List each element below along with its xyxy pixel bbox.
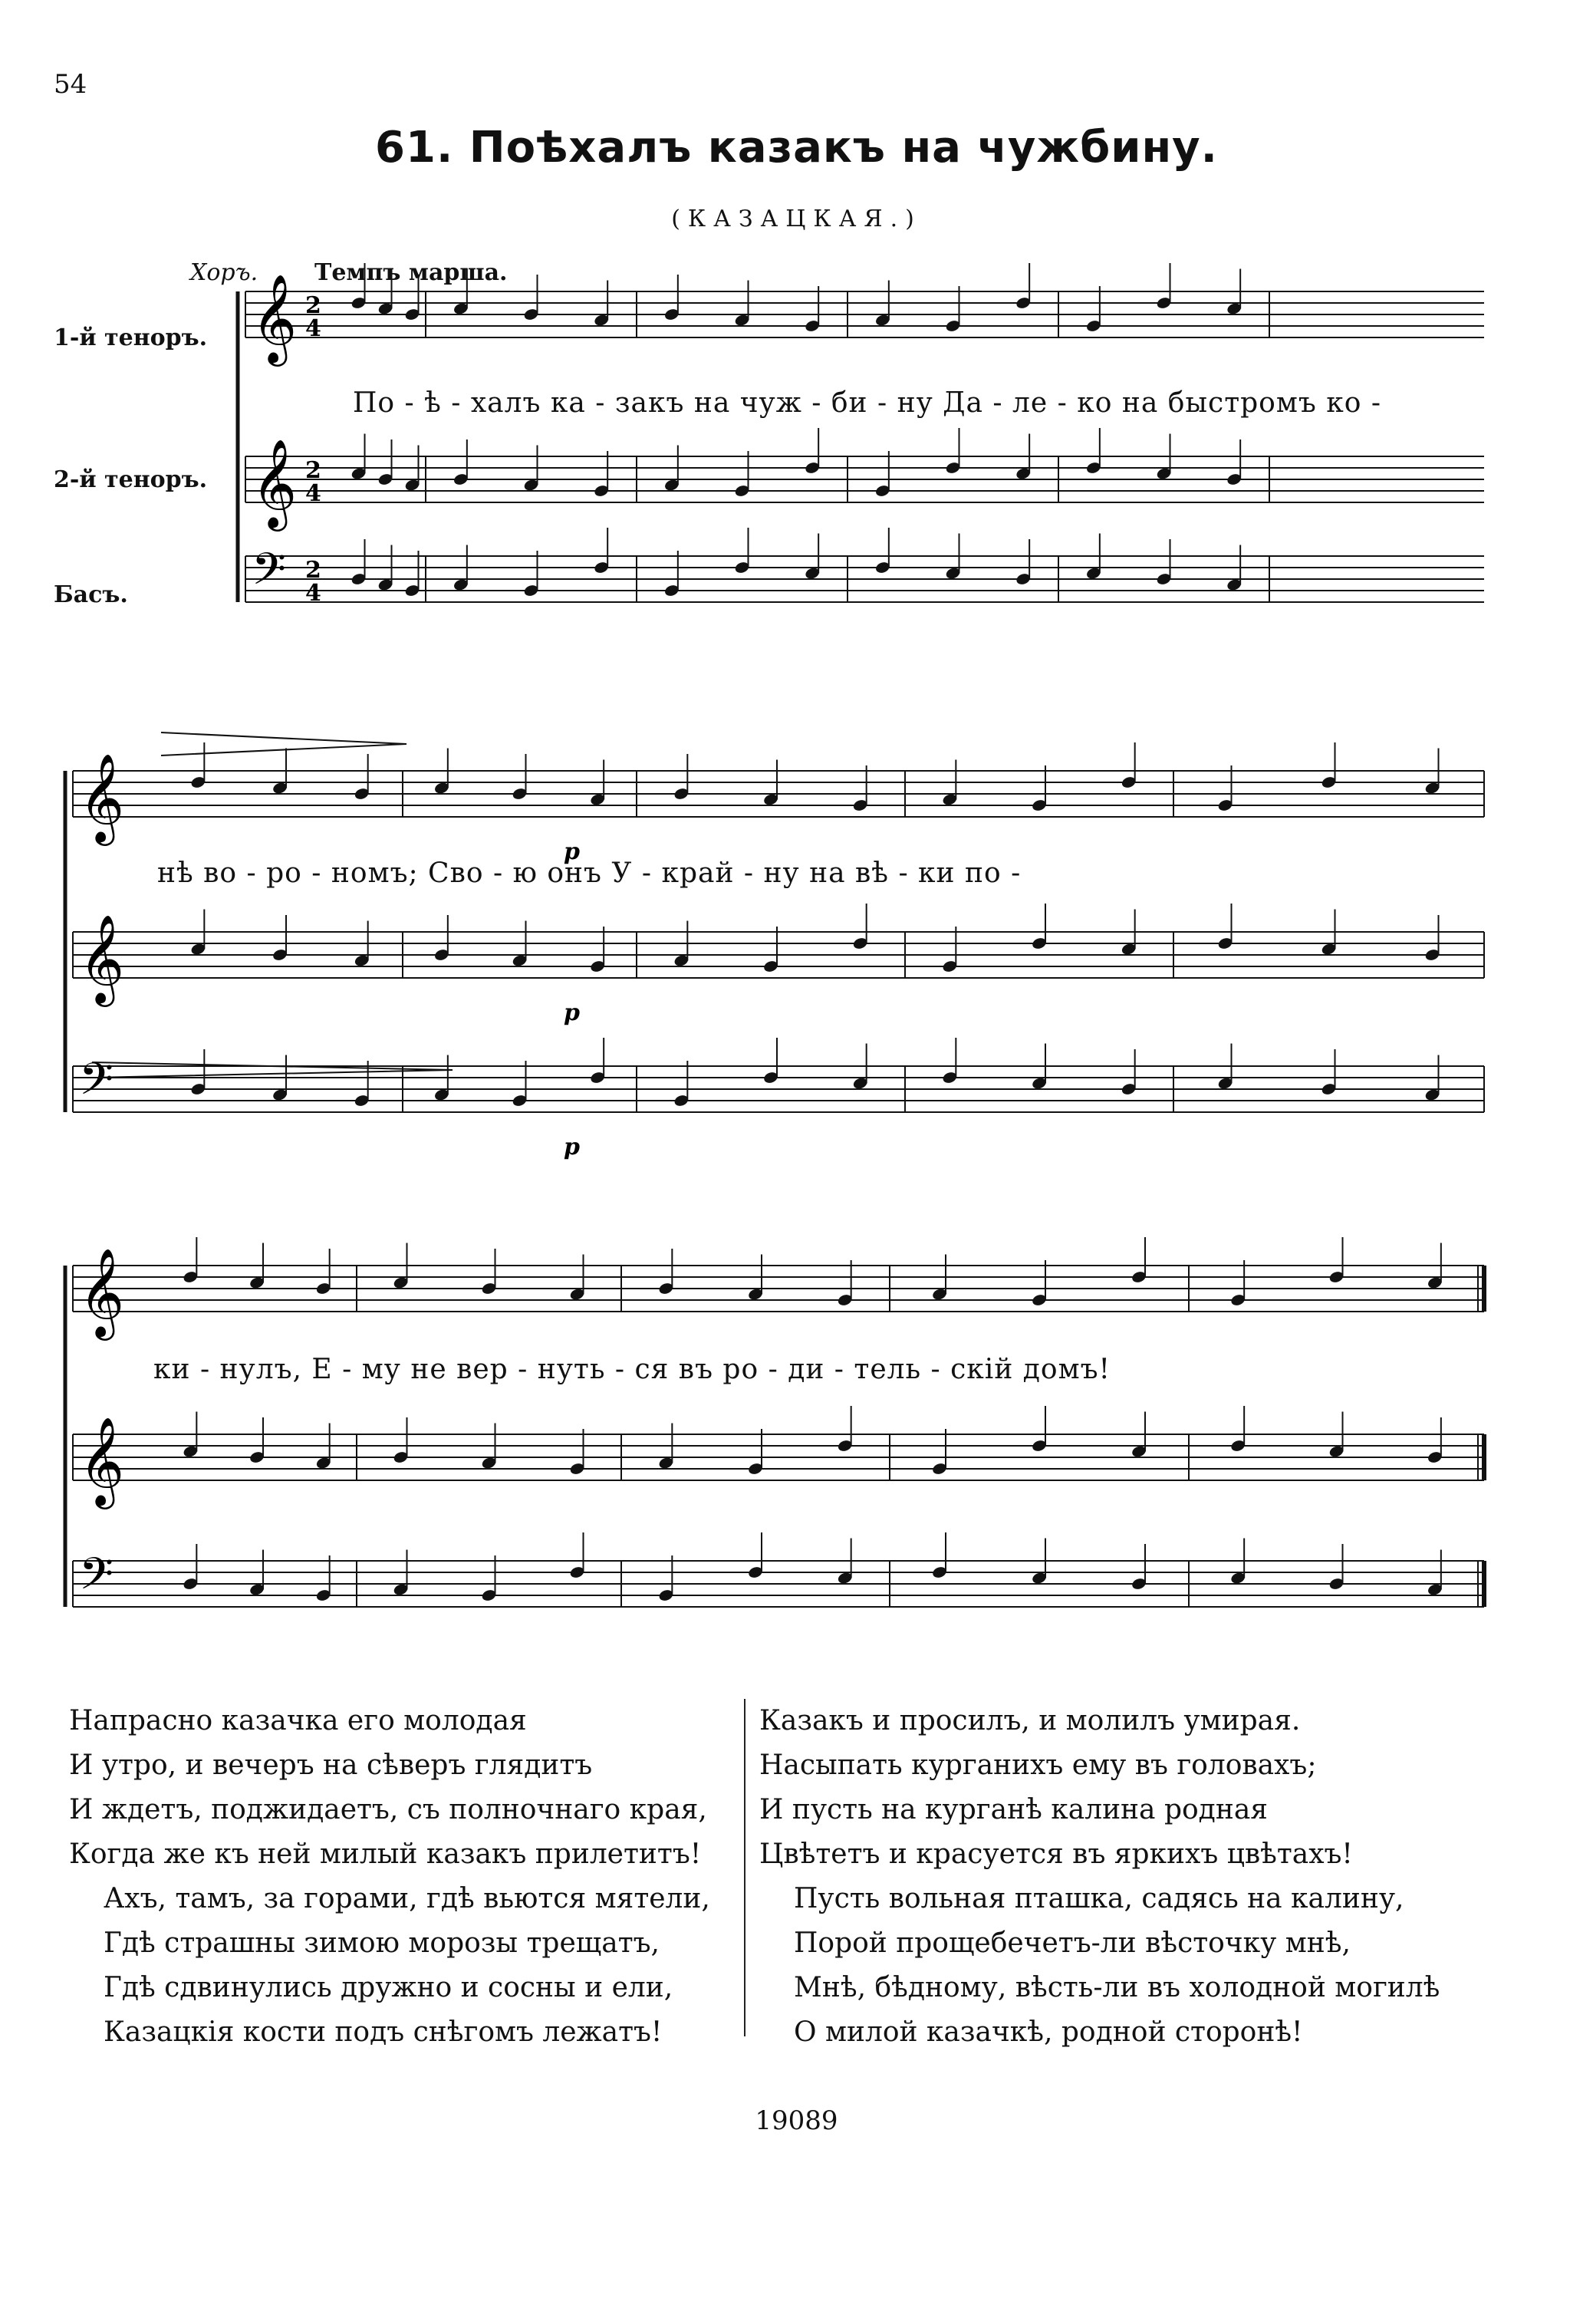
treble-clef: 𝄞 — [79, 752, 125, 842]
song-title: 61. Поѣхалъ казакъ на чужбину. — [375, 123, 1218, 173]
hairpin — [161, 732, 406, 755]
verse-line: Цвѣтетъ и красуется въ яркихъ цвѣтахъ! — [759, 1838, 1353, 1870]
verses-left-column — [69, 1699, 710, 2055]
plate-number: 19089 — [755, 2105, 838, 2136]
time-signature: 2 — [305, 557, 321, 584]
voice-label-bass: Басъ. — [54, 581, 128, 608]
bass-clef: 𝄢 — [79, 1053, 114, 1116]
time-signature: 2 — [305, 457, 321, 484]
time-signature: 4 — [305, 315, 321, 342]
lyric-line-system-3: ки - нулъ, Е - му не вер - нуть - ся въ ро - ди - тель - скій домъ! — [153, 1354, 1111, 1385]
verse-line: Порой прощебечетъ-ли вѣсточку мнѣ, — [794, 1927, 1351, 1959]
verse-line: Казацкія кости подъ снѣгомъ лежатъ! — [104, 2016, 663, 2048]
song-subtitle: (КАЗАЦКАЯ.) — [671, 206, 922, 232]
verse-line: Когда же къ ней милый казакъ прилетитъ! — [69, 1838, 702, 1870]
verse-line: Насыпать курганихъ ему въ головахъ; — [759, 1750, 1317, 1781]
lyric-line-system-1: По - ѣ - халъ ка - закъ на чуж - би - ну Да - ле - ко на быстромъ ко - — [353, 387, 1381, 419]
treble-clef: 𝄞 — [79, 913, 125, 1003]
bass-clef: 𝄢 — [252, 543, 287, 606]
hairpin — [92, 1062, 453, 1078]
ensemble-label: Хоръ. — [190, 259, 258, 286]
lyric-line-system-2: нѣ во - ро - номъ; Сво - ю онъ У - край - ну на вѣ - ки по - — [157, 858, 1022, 889]
verse-line: Гдѣ страшны зимою морозы трещатъ, — [104, 1927, 660, 1959]
verse-line: Мнѣ, бѣдному, вѣсть-ли въ холодной могилѣ — [794, 1972, 1440, 2003]
time-signature: 4 — [305, 480, 321, 507]
voice-label-tenor-1: 1-й теноръ. — [54, 324, 208, 351]
dynamic-marking: p — [564, 838, 580, 865]
verse-line: Гдѣ сдвинулись дружно и сосны и ели, — [104, 1972, 673, 2003]
treble-clef: 𝄞 — [79, 1416, 125, 1506]
verse-line: О милой казачкѣ, родной сторонѣ! — [794, 2016, 1303, 2048]
treble-clef: 𝄞 — [79, 1247, 125, 1337]
column-divider — [744, 1699, 745, 2036]
tempo-marking: Темпъ марша. — [314, 259, 508, 286]
page-number: 54 — [54, 69, 87, 100]
verse-line: И ждетъ, поджидаетъ, съ полночнаго края, — [69, 1794, 707, 1825]
dynamic-marking: p — [564, 1134, 580, 1160]
voice-label-tenor-2: 2-й теноръ. — [54, 466, 208, 493]
time-signature: 4 — [305, 580, 321, 607]
verse-line: И утро, и вечеръ на сѣверъ глядитъ — [69, 1750, 593, 1781]
verse-line: И пусть на курганѣ калина родная — [759, 1794, 1269, 1825]
score-systems — [65, 263, 1484, 1611]
bass-clef: 𝄢 — [79, 1548, 114, 1611]
verse-line: Ахъ, тамъ, за горами, гдѣ вьются мятели, — [104, 1883, 710, 1914]
treble-clef: 𝄞 — [252, 273, 298, 363]
verses-right-column — [759, 1699, 1440, 2055]
time-signature: 2 — [305, 292, 321, 319]
treble-clef: 𝄞 — [252, 438, 298, 528]
dynamic-marking: p — [564, 999, 580, 1026]
verse-line: Напрасно казачка его молодая — [69, 1705, 527, 1736]
verse-line: Казакъ и просилъ, и молилъ умирая. — [759, 1705, 1301, 1736]
verse-line: Пусть вольная пташка, садясь на калину, — [794, 1883, 1404, 1914]
